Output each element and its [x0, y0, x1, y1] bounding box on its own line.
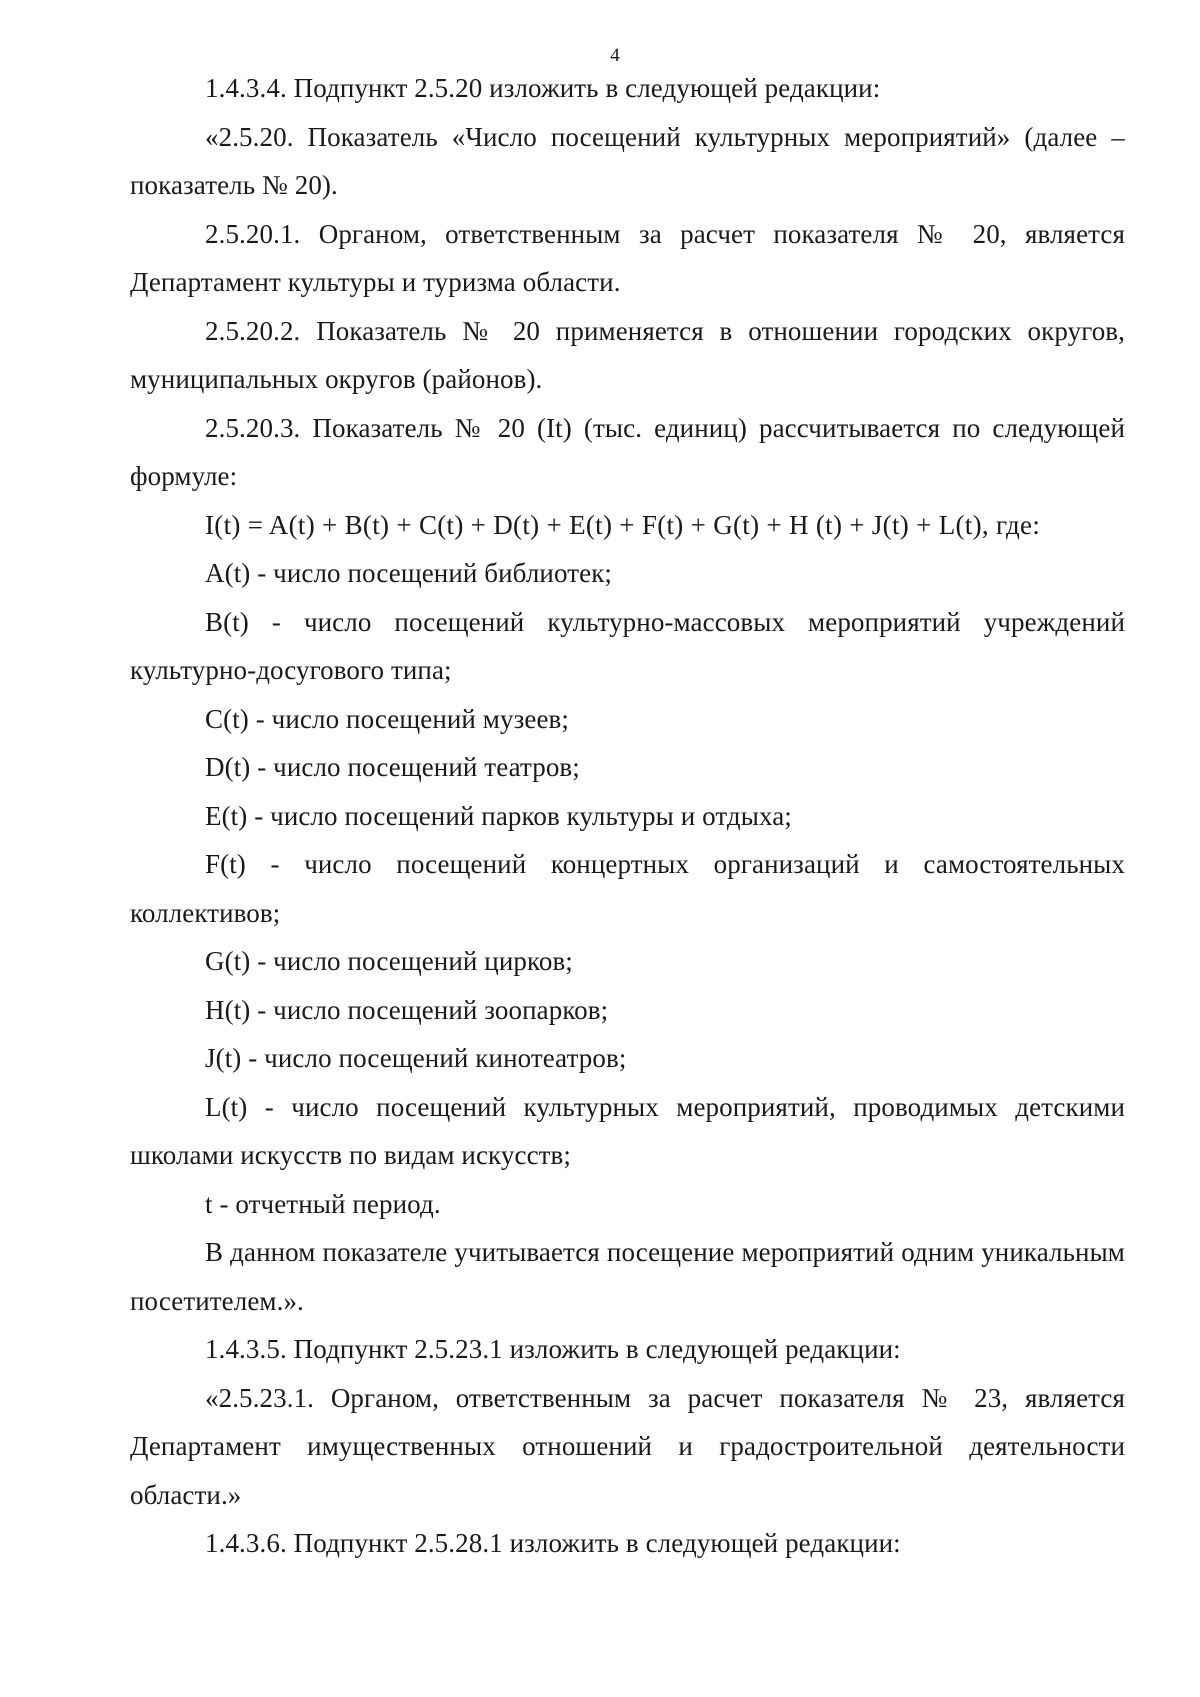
- paragraph-unique-visitor: В данном показателе учитывается посещение мероприятий одним уникальным посетителем.».: [130, 1237, 1125, 1316]
- paragraph-2-5-20-3: 2.5.20.3. Показатель № 20 (It) (тыс. единиц) рассчитывается по следующей формуле:: [130, 412, 1125, 491]
- definition-c: C(t) - число посещений музеев;: [205, 703, 569, 734]
- paragraph-2-5-20-2: 2.5.20.2. Показатель № 20 применяется в отношении городских округов, муниципальных округов (районов).: [130, 315, 1125, 394]
- definition-b: B(t) - число посещений культурно-массовых мероприятий учреждений культурно-досугового типа;: [130, 606, 1125, 685]
- paragraph-1-4-3-5: 1.4.3.5. Подпункт 2.5.23.1 изложить в следующей редакции:: [205, 1334, 901, 1364]
- page-number: 4: [610, 45, 620, 66]
- document-body: [130, 64, 1125, 1568]
- paragraph-2-5-20-1: 2.5.20.1. Органом, ответственным за расчет показателя № 20, является Департамент культуры и туризма области.: [130, 218, 1125, 297]
- definition-a: A(t) - число посещений библиотек;: [205, 558, 613, 588]
- definition-h: H(t) - число посещений зоопарков;: [205, 994, 609, 1025]
- definition-t: t - отчетный период.: [205, 1188, 441, 1219]
- paragraph-1-4-3-4: 1.4.3.4. Подпункт 2.5.20 изложить в следующей редакции:: [205, 73, 881, 103]
- formula: I(t) = A(t) + B(t) + C(t) + D(t) + E(t) + F(t) + G(t) + H (t) + J(t) + L(t), где:: [205, 509, 1041, 540]
- definition-e: E(t) - число посещений парков культуры и отдыха;: [205, 800, 792, 831]
- paragraph-1-4-3-6: 1.4.3.6. Подпункт 2.5.28.1 изложить в следующей редакции:: [205, 1528, 901, 1558]
- definition-j: J(t) - число посещений кинотеатров;: [205, 1043, 627, 1073]
- paragraph-2-5-23-1: «2.5.23.1. Органом, ответственным за расчет показателя № 23, является Департамент имущественных отношений и градостроительной деятельности области.»: [130, 1382, 1125, 1510]
- definition-g: G(t) - число посещений цирков;: [205, 946, 573, 976]
- definition-d: D(t) - число посещений театров;: [205, 752, 580, 782]
- paragraph-2-5-20: «2.5.20. Показатель «Число посещений культурных мероприятий» (далее – показатель № 20).: [130, 121, 1125, 200]
- definition-l: L(t) - число посещений культурных мероприятий, проводимых детскими школами искусств по видам искусств;: [130, 1091, 1125, 1170]
- definition-f: F(t) - число посещений концертных организаций и самостоятельных коллективов;: [130, 849, 1125, 928]
